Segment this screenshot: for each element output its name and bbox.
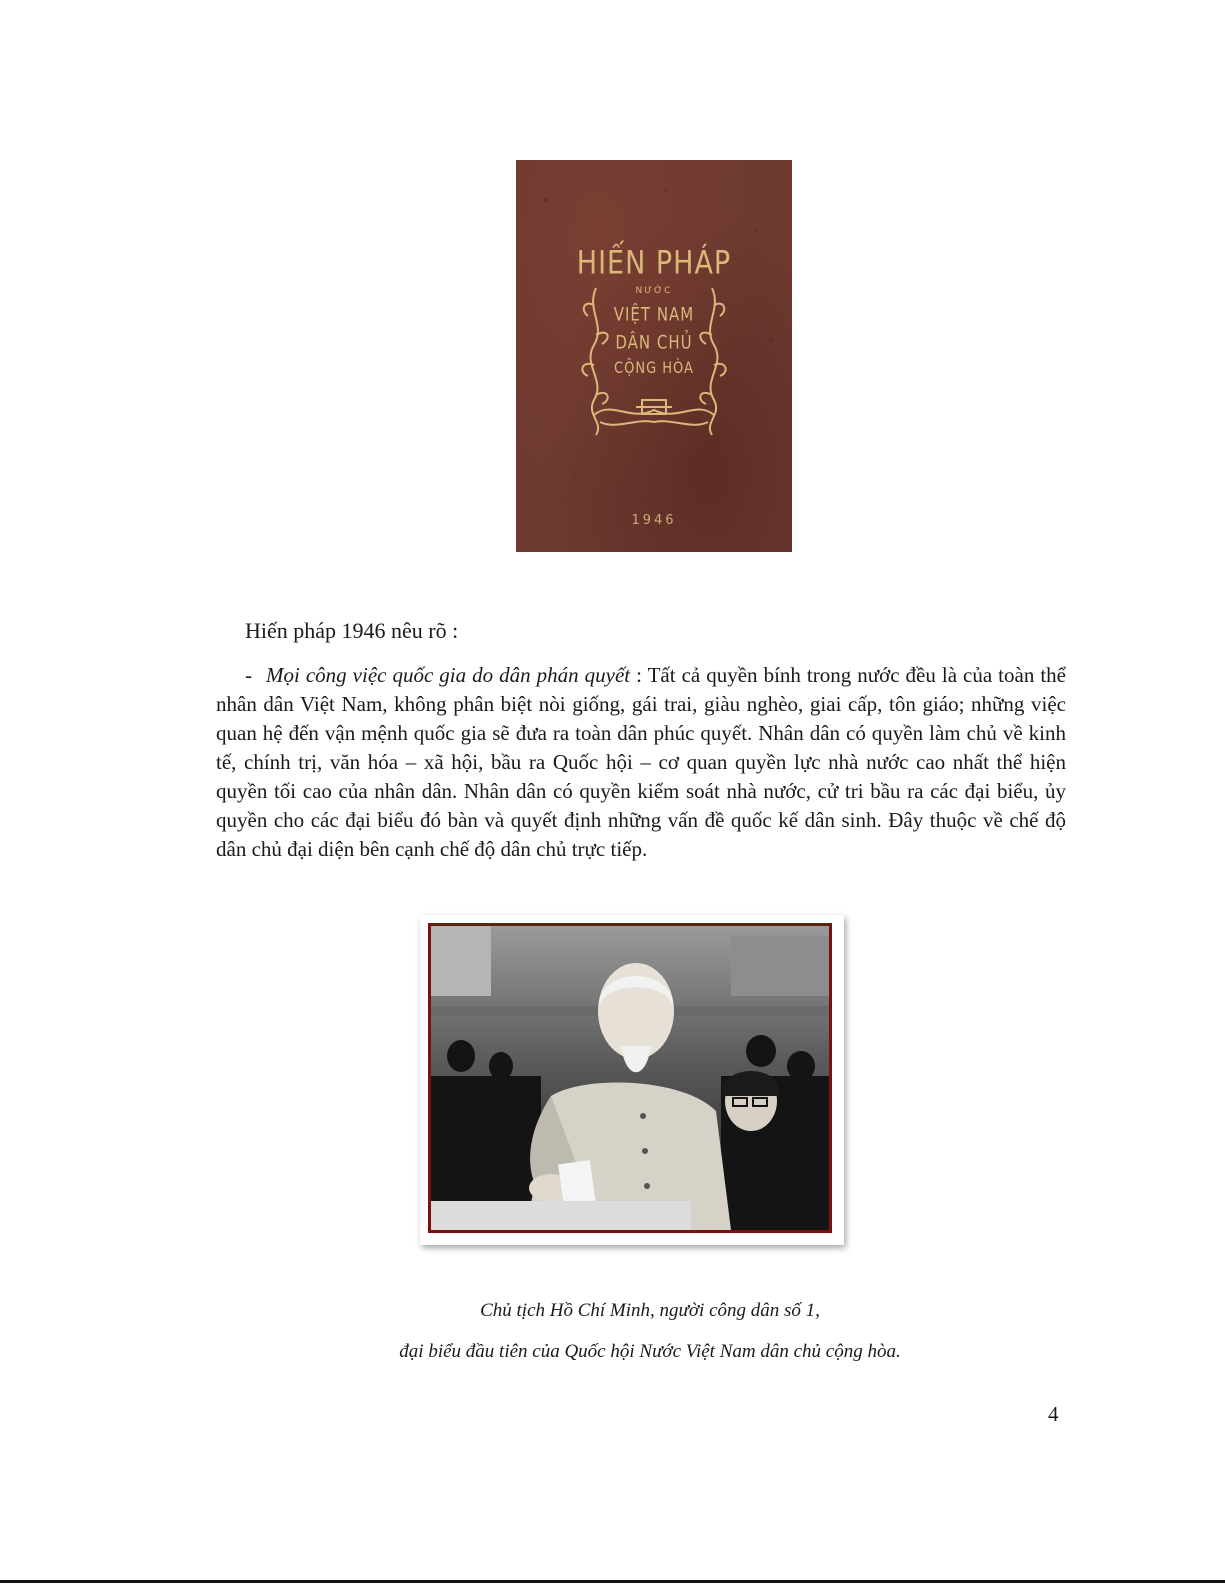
bottom-rule xyxy=(0,1580,1225,1583)
cover-line-1: VIỆT NAM xyxy=(613,302,695,326)
paragraph-body: : Tất cả quyền bính trong nước đều là của toàn thể nhân dân Việt Nam, không phân biệt nòi giống, gái trai, giàu nghèo, giai cấp, tôn giáo; những việc quan hệ đến vận mệnh quốc gia sẽ đưa ra toàn dân phúc quyết. Nhân dân có quyền làm chủ về kinh tế, chính trị, văn hóa – xã hội, bầu ra Quốc hội – cơ quan quyền lực nhà nước cao nhất thể hiện quyền tối cao của nhân dân. Nhân dân có quyền kiểm soát nhà nước, cử tri bầu ra các đại biểu, ủy quyền cho các đại biểu đó bàn và quyết định những vấn đề quốc kế dân sinh. Đây thuộc về chế độ dân chủ đại diện bên cạnh chế độ dân chủ trực tiếp. xyxy=(216,663,1066,861)
paragraph-lead: Mọi công việc quốc gia do dân phán quyết xyxy=(266,663,631,687)
cover-ornament xyxy=(516,160,792,552)
photo-caption-line-2: đại biểu đầu tiên của Quốc hội Nước Việt Nam dân chủ cộng hòa. xyxy=(399,1341,901,1362)
cover-subtitle-small: NƯỚC xyxy=(635,286,673,296)
bullet-dash: - xyxy=(245,663,252,687)
photo-frame xyxy=(420,915,844,1245)
body-paragraph xyxy=(216,661,1066,864)
page-number: 4 xyxy=(1048,1402,1059,1426)
cover-year: 1946 xyxy=(631,513,677,528)
photo-caption-line-1: Chủ tịch Hồ Chí Minh, người công dân số 1, xyxy=(480,1300,820,1321)
photo-illustration xyxy=(431,926,829,1230)
voting-photo xyxy=(428,923,832,1233)
cover-line-2: DÂN CHỦ xyxy=(615,330,693,354)
intro-text: Hiến pháp 1946 nêu rõ : xyxy=(245,618,459,643)
cover-line-3: CỘNG HÒA xyxy=(614,359,694,378)
cover-title: HIẾN PHÁP xyxy=(576,244,732,283)
constitution-cover-image xyxy=(516,160,792,552)
